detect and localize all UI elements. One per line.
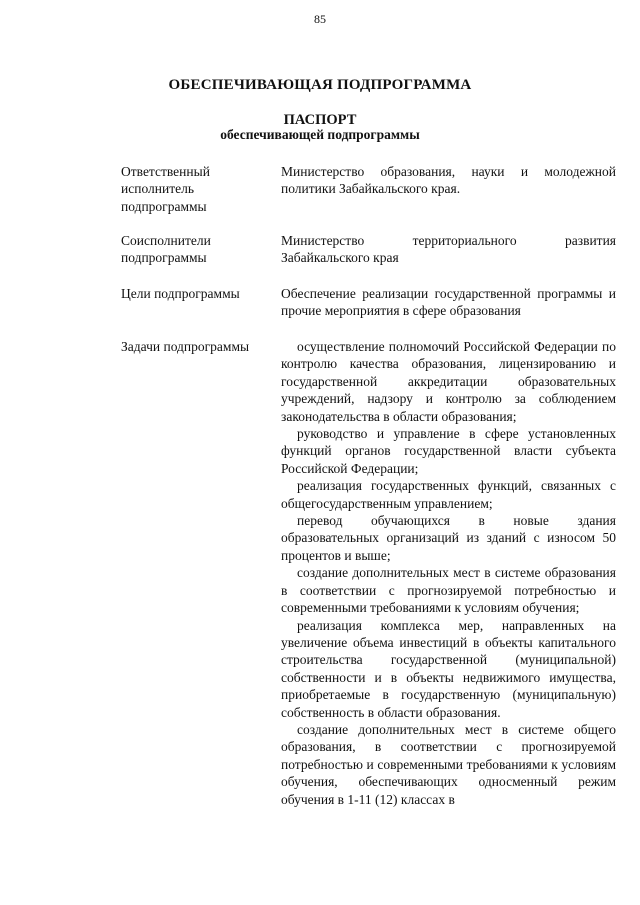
task-item: создание дополнительных мест в системе общего образования, в соответствии с прогнозируемой потребностью и современными требованиями к условиям обучения, обеспечивающих односменный режим обучения в 1-11 (12) классах в: [281, 721, 616, 807]
task-item: реализация государственных функций, связанных с общегосударственным управлением;: [281, 478, 616, 511]
goals-text: Обеспечение реализации государственной программы и прочие мероприятия в сфере образования: [281, 286, 616, 319]
row-label-responsible: Ответственный исполнитель подпрограммы: [121, 164, 210, 214]
row-value-goals: [281, 285, 616, 320]
task-item: осуществление полномочий Российской Федерации по контролю качества образования, лицензированию и государственной аккредитации образовательных учреждений, надзору и контролю за соблюдением законодательства в области образования;: [281, 339, 616, 424]
page-number: 85: [314, 12, 326, 26]
document-title: ОБЕСПЕЧИВАЮЩАЯ ПОДПРОГРАММА: [168, 77, 472, 93]
task-item: руководство и управление в сфере установленных функций органов государственной власти субъекта Российской Федерации;: [281, 426, 616, 476]
row-label-goals: Цели подпрограммы: [121, 286, 240, 301]
passport-subheading: обеспечивающей подпрограммы: [220, 127, 420, 142]
row-label-tasks: Задачи подпрограммы: [121, 339, 250, 354]
coexecutors-text: Министерство территориального развития Забайкальского края: [281, 233, 616, 266]
row-value-responsible: [281, 163, 616, 198]
responsible-text: Министерство образования, науки и молодежной политики Забайкальского края.: [281, 164, 616, 197]
task-item: реализация комплекса мер, направленных на увеличение объема инвестиций в объекты капитального строительства государственной (муниципальной) собственности и в объекты недвижимого имущества, приобретаемые в государственную (муниципальную) собственность в области образования.: [281, 617, 616, 720]
task-item: создание дополнительных мест в системе образования в соответствии с прогнозируемой потребностью и современными требованиями к условиям обучения;: [281, 565, 616, 616]
task-item: перевод обучающихся в новые здания образовательных организаций из зданий с износом 50 процентов и выше;: [281, 513, 616, 563]
row-value-coexecutors: [281, 232, 616, 267]
row-label-coexecutors: Соисполнители подпрограммы: [121, 233, 211, 266]
passport-heading: ПАСПОРТ: [283, 112, 357, 128]
row-value-tasks: [281, 338, 616, 808]
